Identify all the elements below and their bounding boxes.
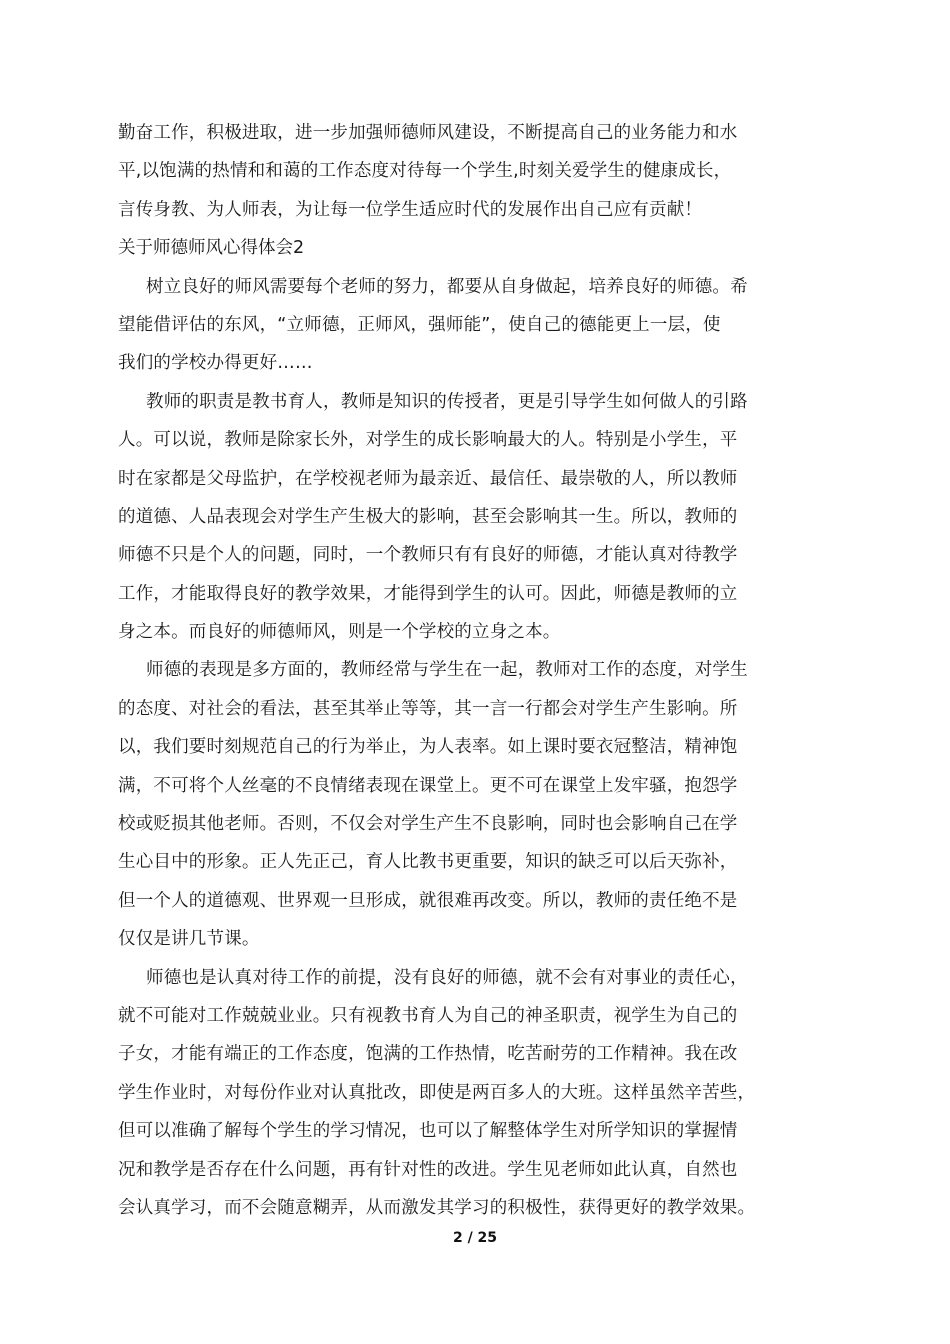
text-line: 况和教学是否存在什么问题，再有针对性的改进。学生见老师如此认真，自然也 [118, 1159, 738, 1180]
text-line: 言传身教、为人师表，为让每一位学生适应时代的发展作出自己应有贡献！ [118, 199, 703, 220]
text-line: 身之本。而良好的师德师风，则是一个学校的立身之本。 [118, 622, 561, 643]
text-line: 平,以饱满的热情和和蔼的工作态度对待每一个学生,时刻关爱学生的健康成长， [118, 161, 732, 182]
text-line: 生心目中的形象。正人先正己，育人比教书更重要，知识的缺乏可以后天弥补， [118, 852, 738, 873]
text-line: 满，不可将个人丝毫的不良情绪表现在课堂上。更不可在课堂上发牢骚，抱怨学 [118, 775, 738, 796]
text-line: 仅仅是讲几节课。 [118, 929, 260, 950]
text-line: 就不可能对工作兢兢业业。只有视教书育人为自己的神圣职责，视学生为自己的 [118, 1005, 738, 1026]
text-line: 树立良好的师风需要每个老师的努力，都要从自身做起，培养良好的师德。希 [146, 276, 748, 297]
text-line: 学生作业时，对每份作业对认真批改，即使是两百多人的大班。这样虽然辛苦些， [118, 1082, 756, 1103]
text-line: 望能借评估的东风，“立师德，正师风，强师能”，使自己的德能更上一层，使 [118, 314, 721, 335]
text-line: 时在家都是父母监护，在学校视老师为最亲近、最信任、最崇敬的人，所以教师 [118, 468, 738, 489]
text-line: 教师的职责是教书育人，教师是知识的传授者，更是引导学生如何做人的引路 [146, 391, 748, 412]
text-line: 的道德、人品表现会对学生产生极大的影响，甚至会影响其一生。所以，教师的 [118, 506, 738, 527]
text-line: 校或贬损其他老师。否则，不仅会对学生产生不良影响，同时也会影响自己在学 [118, 814, 738, 835]
section-heading: 关于师德师风心得体会2 [118, 238, 305, 259]
text-line: 师德的表现是多方面的，教师经常与学生在一起，教师对工作的态度，对学生 [146, 660, 748, 681]
text-line: 但一个人的道德观、世界观一旦形成，就很难再改变。所以，教师的责任绝不是 [118, 890, 738, 911]
text-line: 会认真学习，而不会随意糊弄，从而激发其学习的积极性，获得更好的教学效果。 [118, 1197, 756, 1218]
text-line: 人。可以说，教师是除家长外，对学生的成长影响最大的人。特别是小学生，平 [118, 430, 738, 451]
document-body [118, 114, 810, 1227]
page-number: 2 / 25 [452, 1230, 498, 1246]
text-line: 以，我们要时刻规范自己的行为举止，为人表率。如上课时要衣冠整洁，精神饱 [118, 737, 738, 758]
text-line: 子女，才能有端正的工作态度，饱满的工作热情，吃苦耐劳的工作精神。我在改 [118, 1044, 738, 1065]
text-line: 我们的学校办得更好…… [118, 353, 313, 374]
text-line: 师德不只是个人的问题，同时，一个教师只有有良好的师德，才能认真对待教学 [118, 545, 738, 566]
text-line: 师德也是认真对待工作的前提，没有良好的师德，就不会有对事业的责任心， [146, 967, 748, 988]
text-line: 工作，才能取得良好的教学效果，才能得到学生的认可。因此，师德是教师的立 [118, 583, 738, 604]
text-line: 但可以准确了解每个学生的学习情况，也可以了解整体学生对所学知识的掌握情 [118, 1121, 738, 1142]
text-line: 的态度、对社会的看法，甚至其举止等等，其一言一行都会对学生产生影响。所 [118, 698, 738, 719]
text-line: 勤奋工作，积极进取，进一步加强师德师风建设，不断提高自己的业务能力和水 [118, 123, 738, 143]
